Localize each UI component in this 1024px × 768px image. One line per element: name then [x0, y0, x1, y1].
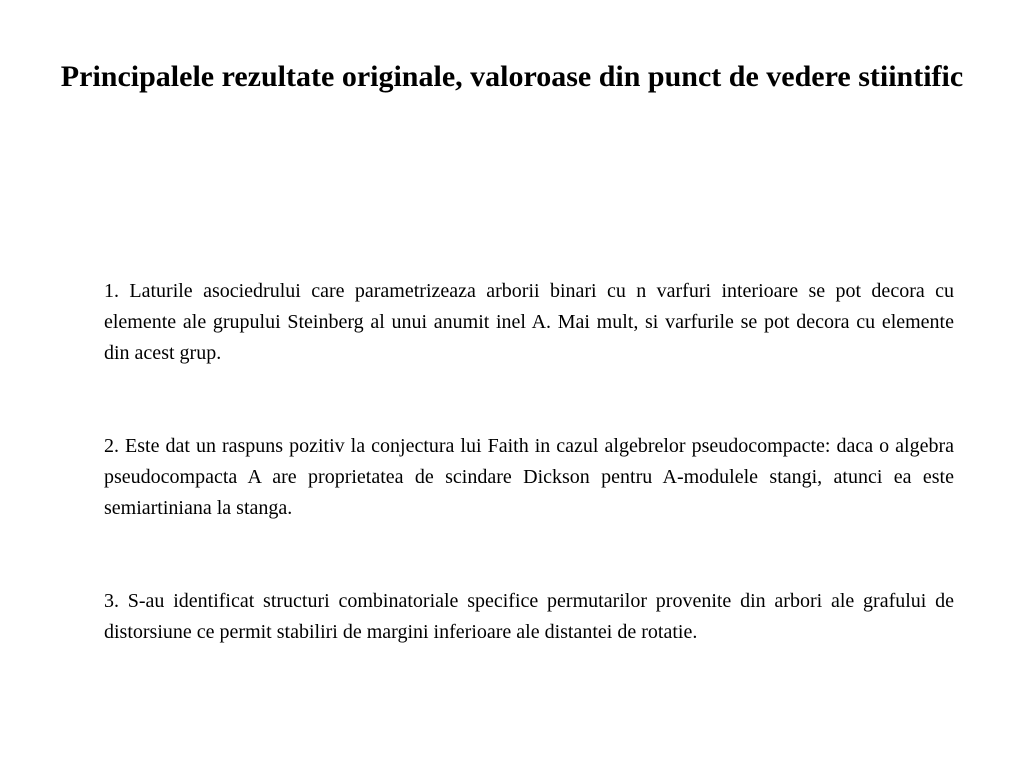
result-item-1: 1. Laturile asociedrului care parametrizeaza arborii binari cu n varfuri interioare se pot decora cu elemente ale grupului Steinberg al unui anumit inel A. Mai mult, si varfurile se pot decora cu elemente din acest grup. [104, 280, 954, 364]
result-item-3: 3. S-au identificat structuri combinatoriale specifice permutarilor provenite din arbori ale grafului de distorsiune ce permit stabiliri de margini inferioare ale distantei de rotatie. [104, 590, 954, 643]
results-list [104, 276, 954, 648]
result-item-2: 2. Este dat un raspuns pozitiv la conjectura lui Faith in cazul algebrelor pseudocompacte: daca o algebra pseudocompacta A are proprietatea de scindare Dickson pentru A-modulele stangi, atunci ea este semiartiniana la stanga. [104, 435, 954, 519]
slide-title: Principalele rezultate originale, valoroase din punct de vedere stiintific [60, 60, 964, 93]
